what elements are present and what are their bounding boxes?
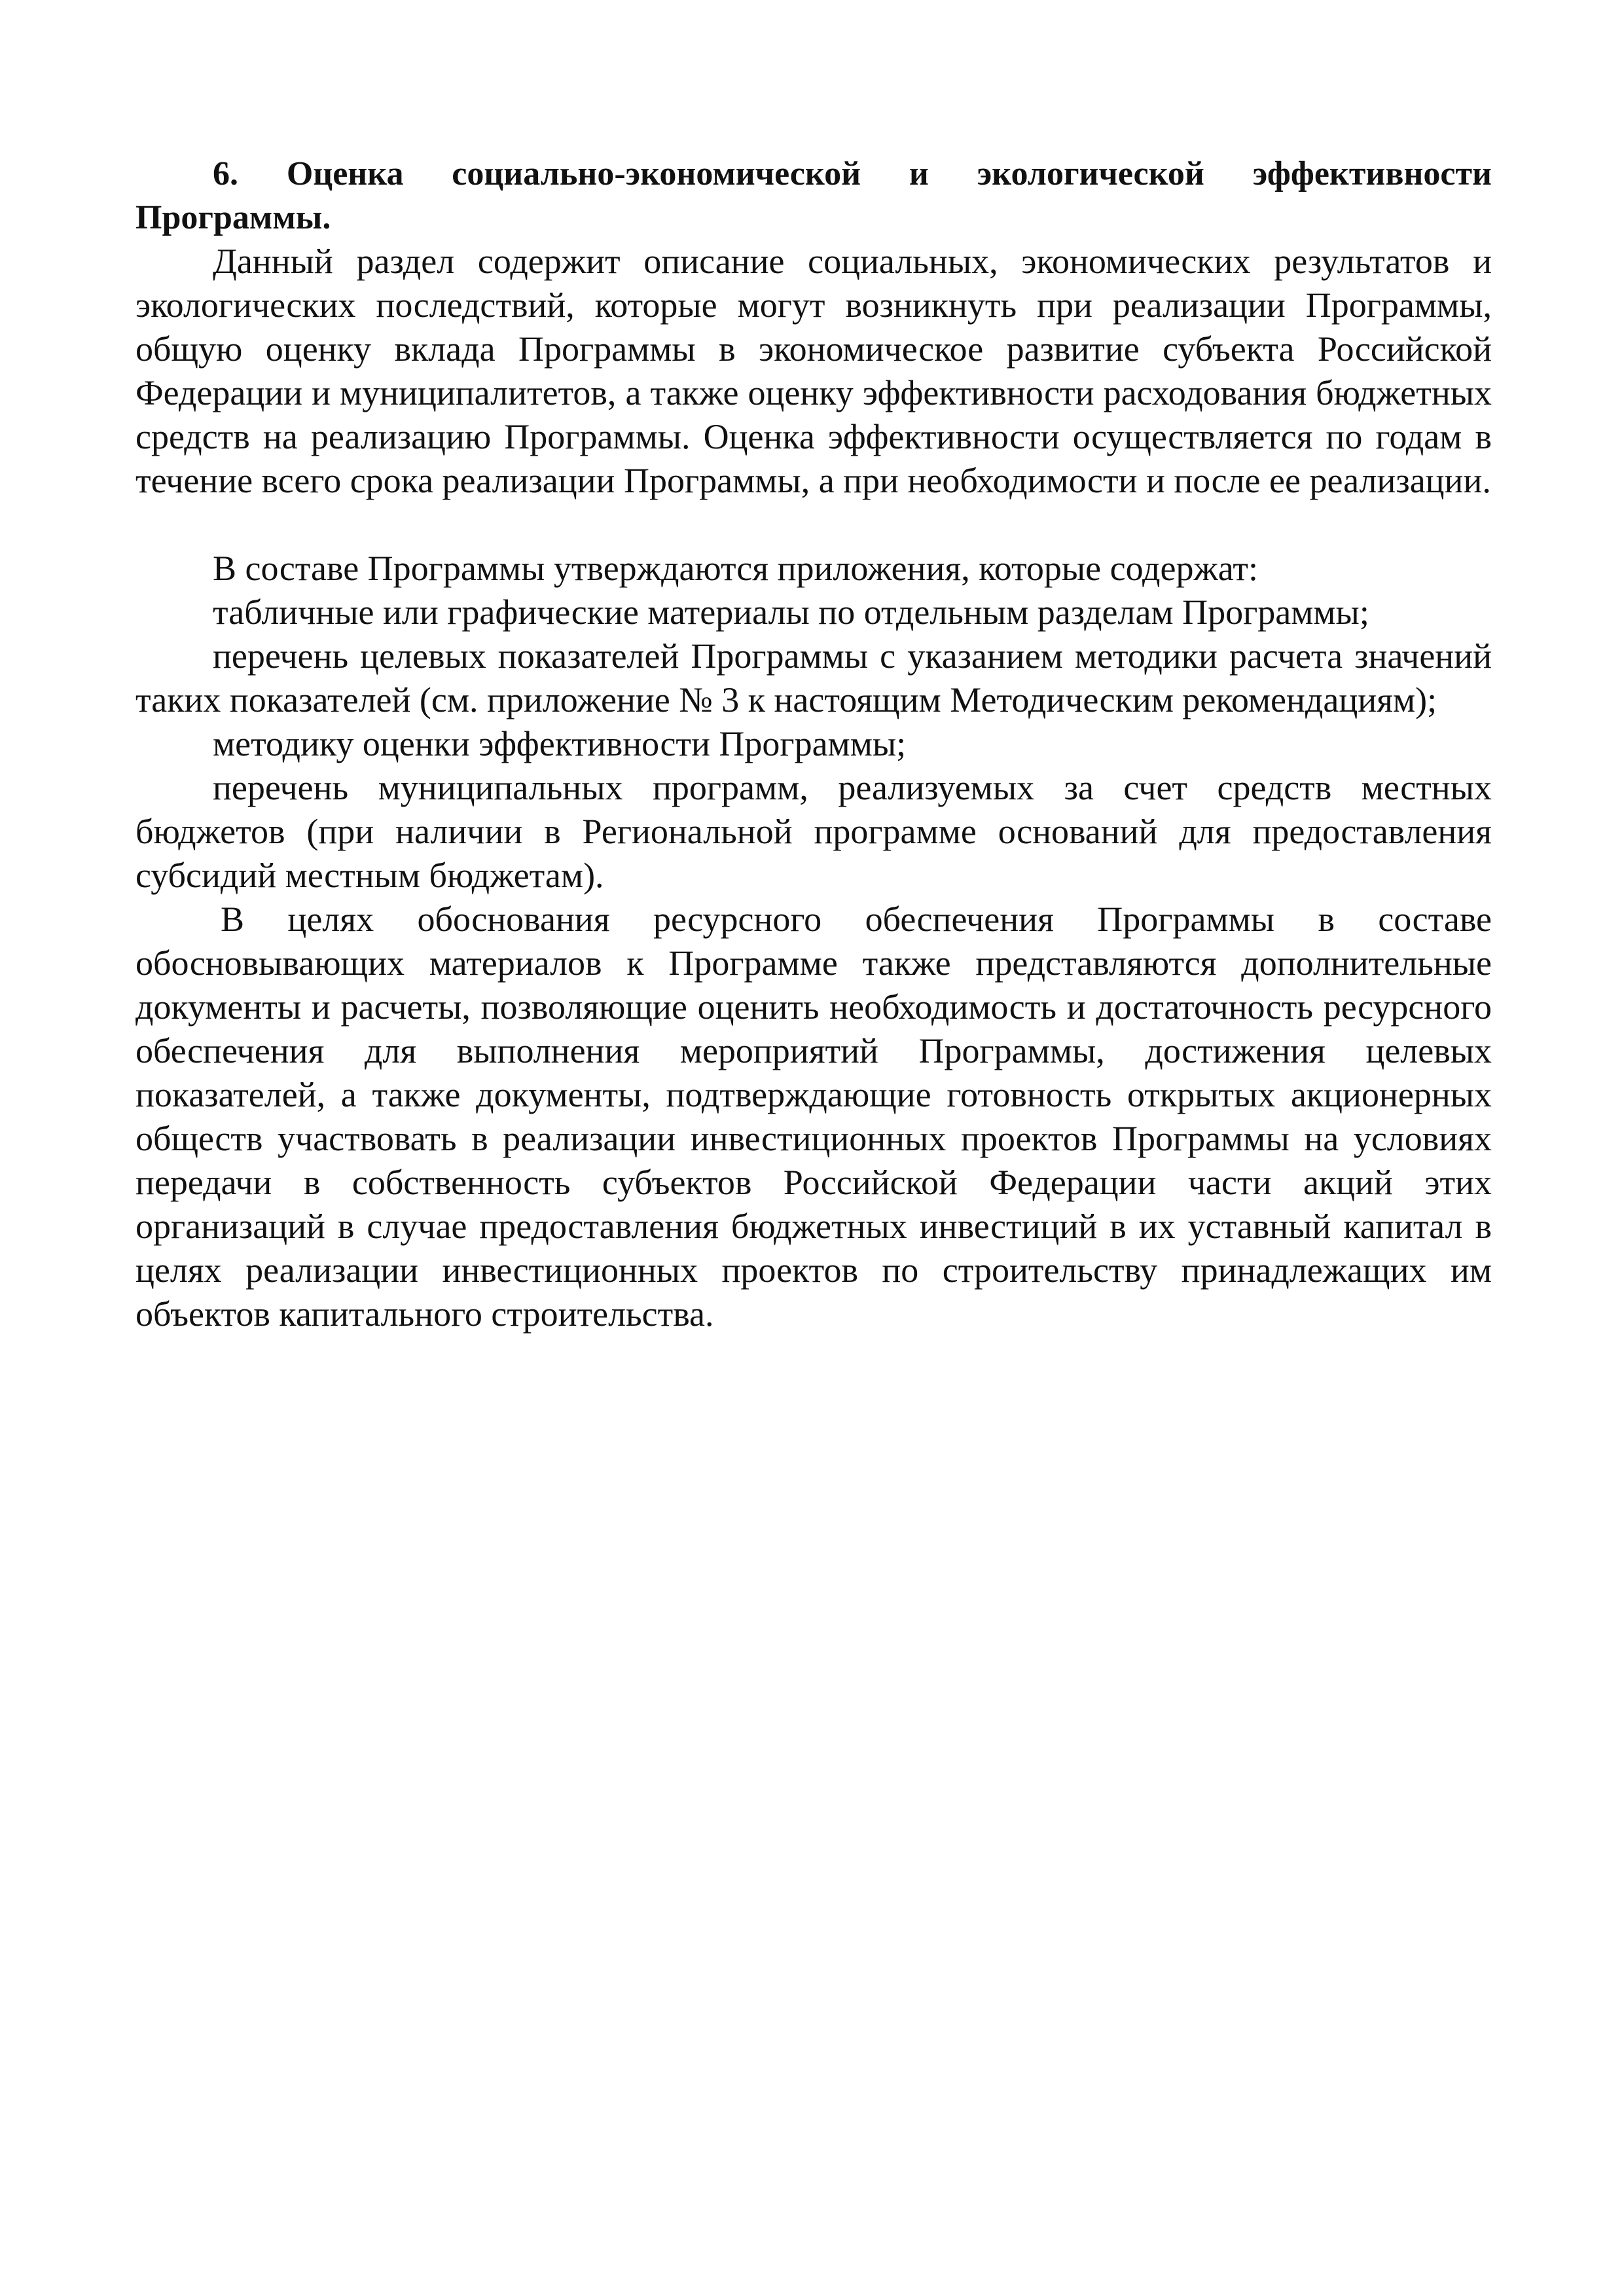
- document-body: [135, 152, 1492, 1336]
- section-intro-paragraph: Данный раздел содержит описание социальных, экономических результатов и экологических последствий, которые могут возникнуть при реализации Программы, общую оценку вклада Программы в экономическое развитие субъекта Российской Федерации и муниципалитетов, а также оценку эффективности расходования бюджетных средств на реализацию Программы. Оценка эффективности осуществляется по годам в течение всего срока реализации Программы, а при необходимости и после ее реализации.: [135, 242, 1492, 500]
- section-heading: 6. Оценка социально-экономической и экологической эффективности Программы.: [135, 155, 1492, 236]
- appendix-item-municipal-programs: перечень муниципальных программ, реализуемых за счет средств местных бюджетов (при наличии в Региональной программе оснований для предоставления субсидий местным бюджетам).: [135, 768, 1492, 895]
- paragraph-gap: [135, 503, 1492, 547]
- resources-paragraph: В целях обоснования ресурсного обеспечения Программы в составе обосновывающих материалов к Программе также представляются дополнительные документы и расчеты, позволяющие оценить необходимость и достаточность ресурсного обеспечения для выполнения мероприятий Программы, достижения целевых показателей, а также документы, подтверждающие готовность открытых акционерных обществ участвовать в реализации инвестиционных проектов Программы на условиях передачи в собственность субъектов Российской Федерации части акций этих организаций в случае предоставления бюджетных инвестиций в их уставный капитал в целях реализации инвестиционных проектов по строительству принадлежащих им объектов капитального строительства.: [135, 900, 1492, 1334]
- appendix-item-tables: табличные или графические материалы по отдельным разделам Программы;: [213, 592, 1369, 632]
- appendices-lead-paragraph: В составе Программы утверждаются приложения, которые содержат:: [213, 549, 1258, 588]
- appendix-item-indicators: перечень целевых показателей Программы с указанием методики расчета значений таких показателей (см. приложение № 3 к настоящим Методическим рекомендациям);: [135, 636, 1492, 720]
- appendix-item-methodology: методику оценки эффективности Программы;: [213, 724, 907, 763]
